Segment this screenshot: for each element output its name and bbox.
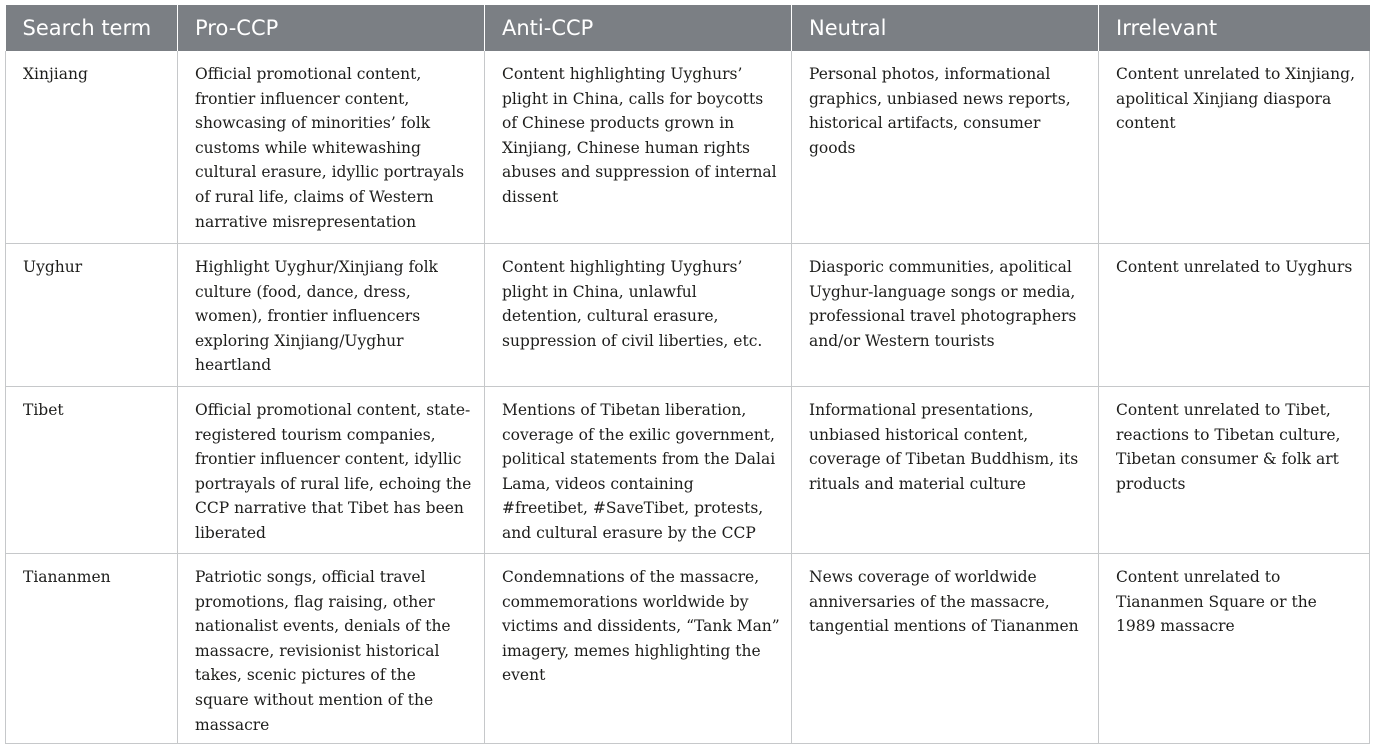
header-irrelevant: Irrelevant	[1099, 5, 1370, 51]
search-term-cell: Xinjiang	[6, 51, 178, 244]
header-search-term: Search term	[6, 5, 178, 51]
anti-ccp-cell: Content highlighting Uyghurs’ plight in China, calls for boycotts of Chinese products grown in Xinjiang, Chinese human rights abuses and suppression of internal dissent	[485, 51, 792, 244]
content-coding-table	[5, 5, 1370, 744]
neutral-cell: Personal photos, informational graphics, unbiased news reports, historical artifacts, consumer goods	[792, 51, 1099, 244]
neutral-cell: Informational presentations, unbiased historical content, coverage of Tibetan Buddhism, its rituals and material culture	[792, 387, 1099, 554]
irrelevant-cell: Content unrelated to Tiananmen Square or the 1989 massacre	[1099, 554, 1370, 744]
irrelevant-cell: Content unrelated to Uyghurs	[1099, 244, 1370, 387]
table-row	[6, 244, 1370, 387]
irrelevant-cell: Content unrelated to Tibet, reactions to Tibetan culture, Tibetan consumer & folk art products	[1099, 387, 1370, 554]
header-pro-ccp: Pro-CCP	[178, 5, 485, 51]
irrelevant-cell: Content unrelated to Xinjiang, apolitical Xinjiang diaspora content	[1099, 51, 1370, 244]
table-header	[6, 5, 1370, 51]
search-term-cell: Tiananmen	[6, 554, 178, 744]
header-neutral: Neutral	[792, 5, 1099, 51]
neutral-cell: News coverage of worldwide anniversaries of the massacre, tangential mentions of Tiananmen	[792, 554, 1099, 744]
anti-ccp-cell: Mentions of Tibetan liberation, coverage of the exilic government, political statements from the Dalai Lama, videos containing #freetibet, #SaveTibet, protests, and cultural erasure by the CCP	[485, 387, 792, 554]
anti-ccp-cell: Condemnations of the massacre, commemorations worldwide by victims and dissidents, “Tank Man” imagery, memes highlighting the event	[485, 554, 792, 744]
table-body	[6, 51, 1370, 744]
neutral-cell: Diasporic communities, apolitical Uyghur-language songs or media, professional travel photographers and/or Western tourists	[792, 244, 1099, 387]
header-row	[6, 5, 1370, 51]
table-row	[6, 51, 1370, 244]
anti-ccp-cell: Content highlighting Uyghurs’ plight in China, unlawful detention, cultural erasure, suppression of civil liberties, etc.	[485, 244, 792, 387]
table-row	[6, 554, 1370, 744]
search-term-cell: Tibet	[6, 387, 178, 554]
search-term-cell: Uyghur	[6, 244, 178, 387]
pro-ccp-cell: Official promotional content, state-registered tourism companies, frontier influencer content, idyllic portrayals of rural life, echoing the CCP narrative that Tibet has been liberated	[178, 387, 485, 554]
pro-ccp-cell: Highlight Uyghur/Xinjiang folk culture (food, dance, dress, women), frontier influencers exploring Xinjiang/Uyghur heartland	[178, 244, 485, 387]
pro-ccp-cell: Official promotional content, frontier influencer content, showcasing of minorities’ folk customs while whitewashing cultural erasure, idyllic portrayals of rural life, claims of Western narrative misrepresentation	[178, 51, 485, 244]
pro-ccp-cell: Patriotic songs, official travel promotions, flag raising, other nationalist events, denials of the massacre, revisionist historical takes, scenic pictures of the square without mention of the massacre	[178, 554, 485, 744]
table-row	[6, 387, 1370, 554]
header-anti-ccp: Anti-CCP	[485, 5, 792, 51]
